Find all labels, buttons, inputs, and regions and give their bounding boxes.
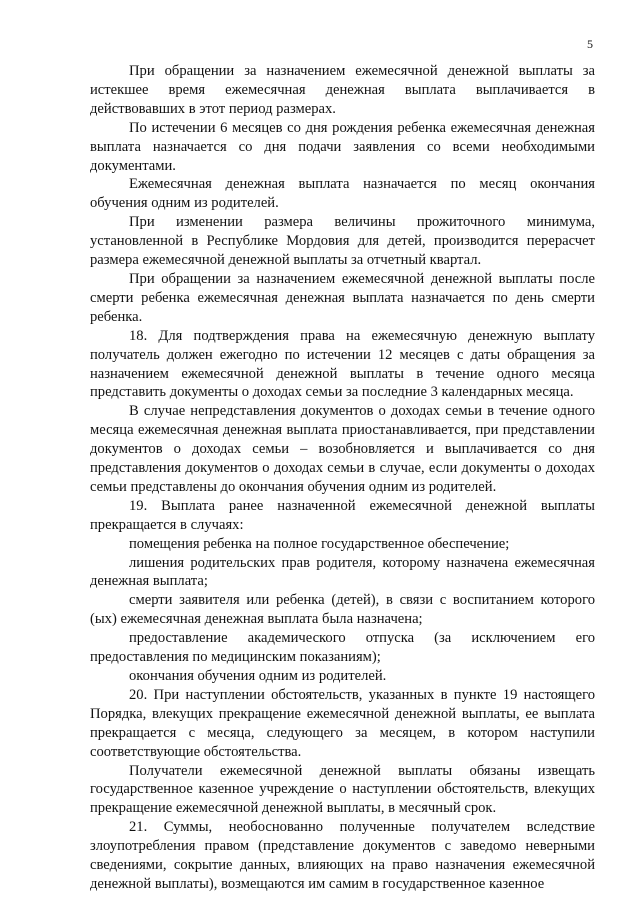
paragraph-recalculation: При изменении размера величины прожиточного минимума, установленной в Республике Мордовия для детей, производится перерасчет размера ежемесячной денежной выплаты за отчетный квартал. [90, 214, 595, 269]
paragraph-section-19: 19. Выплата ранее назначенной ежемесячной денежной выплаты прекращается в случаях: [90, 497, 595, 533]
list-item-state-support: помещения ребенка на полное государственное обеспечение; [129, 535, 510, 552]
list-item-death: смерти заявителя или ребенка (детей), в связи с воспитанием которого (ых) ежемесячная денежная выплата была назначена; [90, 592, 595, 628]
paragraph-end-of-study: Ежемесячная денежная выплата назначается по месяц окончания обучения одним из родителей. [90, 176, 595, 212]
list-item-parental-rights: лишения родительских прав родителя, которому назначена ежемесячная денежная выплата; [90, 554, 595, 590]
paragraph-retroactive-payment: При обращении за назначением ежемесячной денежной выплаты за истекшее время ежемесячная денежная выплата выплачивается в действовавших в этот период размерах. [90, 63, 595, 117]
list-item-academic-leave: предоставление академического отпуска (за исключением его предоставления по медицинским показаниям); [90, 630, 595, 666]
paragraph-section-21: 21. Суммы, необоснованно полученные получателем вследствие злоупотребления правом (представление документов с заведомо неверными сведениями, сокрытие данных, влияющих на право назначения ежемесячной денежной выплаты), возмещаются им самим в государственное казенное [90, 819, 595, 892]
paragraph-child-death: При обращении за назначением ежемесячной денежной выплаты после смерти ребенка ежемесячная денежная выплата назначается по день смерти ребенка. [90, 270, 595, 325]
paragraph-six-months: По истечении 6 месяцев со дня рождения ребенка ежемесячная денежная выплата назначается со дня подачи заявления со всеми необходимыми документами. [90, 119, 595, 174]
list-item-study-end: окончания обучения одним из родителей. [129, 668, 387, 684]
paragraph-section-18: 18. Для подтверждения права на ежемесячную денежную выплату получатель должен ежегодно по истечении 12 месяцев с даты обращения за назначением ежемесячной денежной выплаты в течение одного месяца представить документы о доходах семьи за последние 3 календарных месяца. [90, 327, 595, 401]
paragraph-notification-duty: Получатели ежемесячной денежной выплаты обязаны извещать государственное казенное учреждение о наступлении обстоятельств, влекущих прекращение ежемесячной денежной выплаты, в месячный срок. [90, 762, 595, 817]
paragraph-suspension: В случае непредставления документов о доходах семьи в течение одного месяца ежемесячная денежная выплата приостанавливается, при представлении документов о доходах семьи – возобновляется и выплачивается со дня представления документов о доходах семьи в случае, если документы о доходах семьи представлены до окончания обучения одним из родителей. [90, 403, 595, 495]
paragraph-section-20: 20. При наступлении обстоятельств, указанных в пункте 19 настоящего Порядка, влекущих прекращение ежемесячной денежной выплаты, ее выплата прекращается с месяца, следующего за месяцем, в котором наступили соответствующие обстоятельства. [90, 686, 595, 760]
page-number: 5 [587, 37, 593, 51]
document-body [90, 62, 595, 894]
